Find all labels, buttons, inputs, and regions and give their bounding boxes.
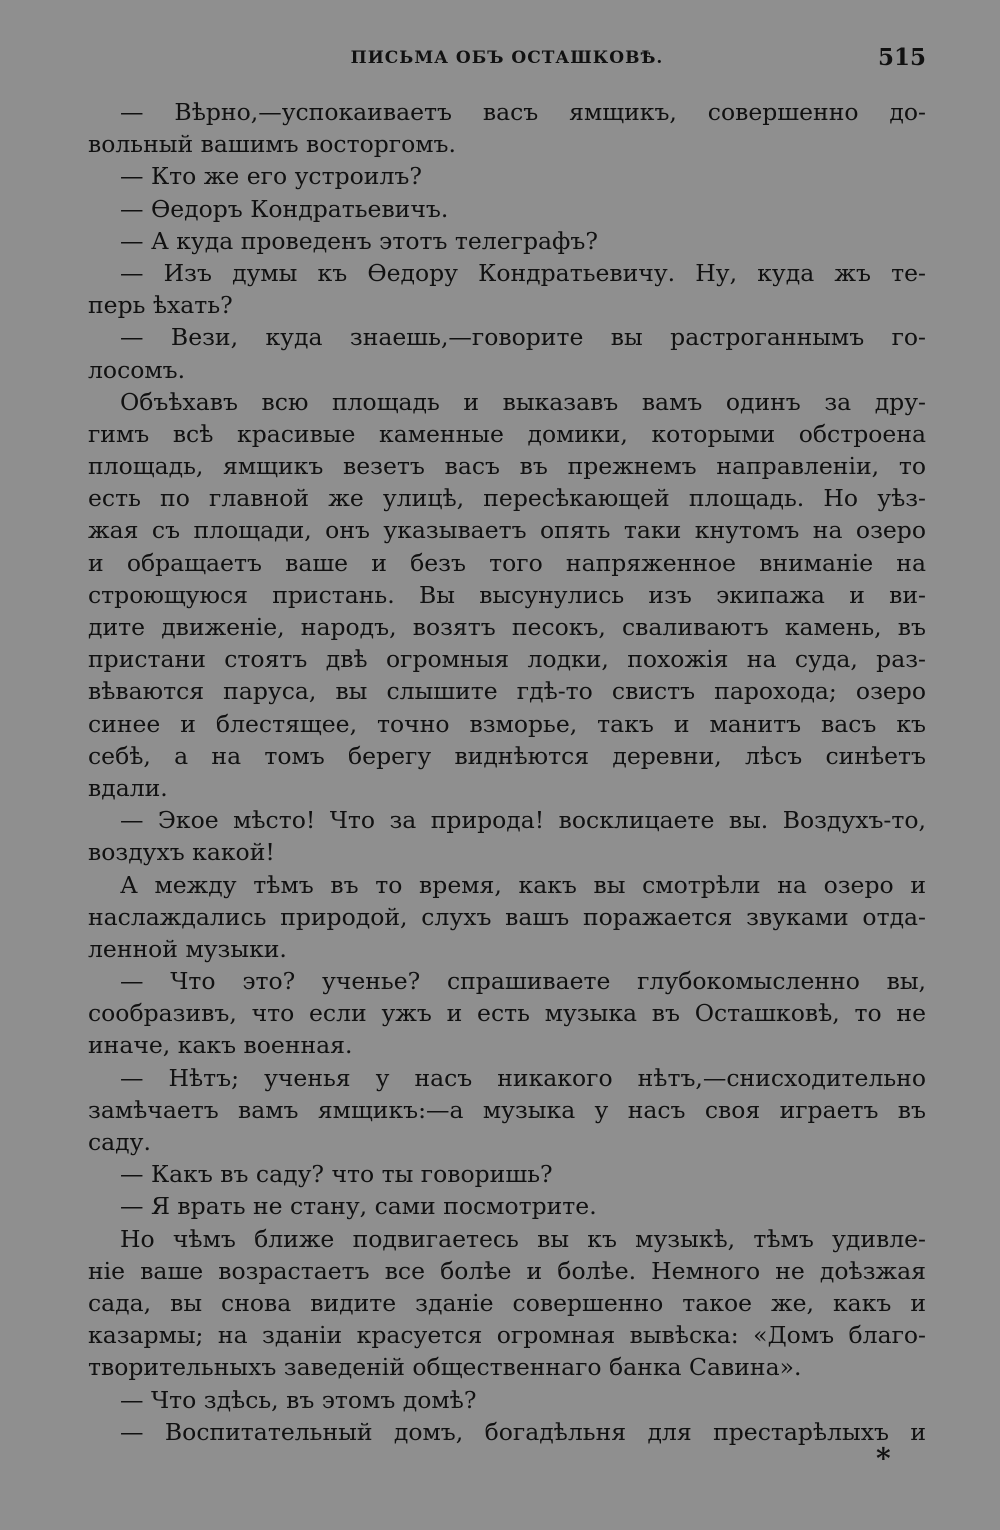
text-line: дите движеніе, народъ, возятъ песокъ, сваливаютъ камень, въ xyxy=(88,613,926,641)
text-line: творительныхъ заведеній общественнаго банка Савина». xyxy=(88,1353,802,1382)
text-line: — Кто же его устроилъ? xyxy=(120,162,422,191)
text-line: — Какъ въ саду? что ты говоришь? xyxy=(120,1160,553,1189)
text-line: наслаждались природой, слухъ вашъ поражается звуками отда- xyxy=(88,902,926,931)
body-text xyxy=(88,96,926,1448)
text-line: ніе ваше возрастаетъ все болѣе и болѣе. Немного не доѣзжая xyxy=(88,1256,926,1285)
text-line: вдали. xyxy=(88,773,168,802)
text-line: ленной музыки. xyxy=(88,934,287,963)
text-line: — Ѳедоръ Кондратьевичъ. xyxy=(120,194,449,223)
text-line: сада, вы снова видите зданіе совершенно такое же, какъ и xyxy=(88,1288,926,1317)
text-line: — А куда проведенъ этотъ телеграфъ? xyxy=(120,226,598,255)
text-line: — Что здѣсь, въ этомъ домѣ? xyxy=(120,1385,477,1414)
text-line: — Нѣтъ; ученья у насъ никакого нѣтъ,—снисходительно xyxy=(120,1063,926,1092)
text-line: казармы; на зданіи красуется огромная вывѣска: «Домъ благо- xyxy=(88,1321,926,1350)
text-line: А между тѣмъ въ то время, какъ вы смотрѣли на озеро и xyxy=(120,870,926,899)
text-line: строющуюся пристань. Вы высунулись изъ экипажа и ви- xyxy=(88,580,926,609)
text-line: есть по главной же улицѣ, пересѣкающей площадь. Но уѣз- xyxy=(88,484,926,513)
text-line: лосомъ. xyxy=(88,355,186,384)
text-line: — Экое мѣсто! Что за природа! восклицаете вы. Воздухъ-то, xyxy=(120,806,926,835)
text-line: Но чѣмъ ближе подвигаетесь вы къ музыкѣ, тѣмъ удивле- xyxy=(120,1224,926,1253)
text-line: площадь, ямщикъ везетъ васъ въ прежнемъ направленіи, то xyxy=(88,452,926,481)
text-line: замѣчаетъ вамъ ямщикъ:—а музыка у насъ своя играетъ въ xyxy=(88,1095,926,1124)
text-line: иначе, какъ военная. xyxy=(88,1031,353,1060)
text-line: пристани стоятъ двѣ огромныя лодки, похожія на суда, раз- xyxy=(88,645,926,674)
text-line: — Что это? ученье? спрашиваете глубокомысленно вы, xyxy=(120,967,926,996)
text-line: — Изъ думы къ Ѳедору Кондратьевичу. Ну, куда жъ те- xyxy=(120,258,926,287)
text-line: — Воспитательный домъ, богадѣльня для престарѣлыхъ и xyxy=(120,1417,926,1446)
text-line: Объѣхавъ всю площадь и выказавъ вамъ одинъ за дру- xyxy=(120,387,926,416)
text-line: саду. xyxy=(88,1128,151,1156)
page-header xyxy=(88,44,926,76)
page-number: 515 xyxy=(877,44,926,71)
text-line: перь ѣхать? xyxy=(88,291,233,320)
text-line: — Вези, куда знаешь,—говорите вы растроганнымъ го- xyxy=(120,323,926,352)
text-line: гимъ всѣ красивые каменные домики, которыми обстроена xyxy=(88,419,926,448)
text-line: и обращаетъ ваше и безъ того напряженное вниманіе на xyxy=(88,548,926,577)
text-line: синее и блестящее, точно взморье, такъ и манитъ васъ къ xyxy=(88,709,926,738)
running-head: ПИСЬМА ОБЪ ОСТАШКОВѢ. xyxy=(350,48,664,68)
text-line: вольный вашимъ восторгомъ. xyxy=(88,130,456,159)
signature-mark: * xyxy=(876,1442,891,1475)
text-line: — Я врать не стану, сами посмотрите. xyxy=(120,1192,597,1221)
book-page xyxy=(88,0,926,1530)
text-line: себѣ, а на томъ берегу виднѣются деревни, лѣсъ синѣетъ xyxy=(88,741,926,770)
text-line: вѣваются паруса, вы слышите гдѣ-то свистъ парохода; озеро xyxy=(88,677,926,706)
text-line: жая съ площади, онъ указываетъ опять таки кнутомъ на озеро xyxy=(88,516,926,545)
text-line: сообразивъ, что если ужъ и есть музыка въ Осташковѣ, то не xyxy=(88,999,926,1028)
text-line: — Вѣрно,—успокаиваетъ васъ ямщикъ, совершенно до- xyxy=(120,98,926,126)
text-line: воздухъ какой! xyxy=(88,838,275,867)
